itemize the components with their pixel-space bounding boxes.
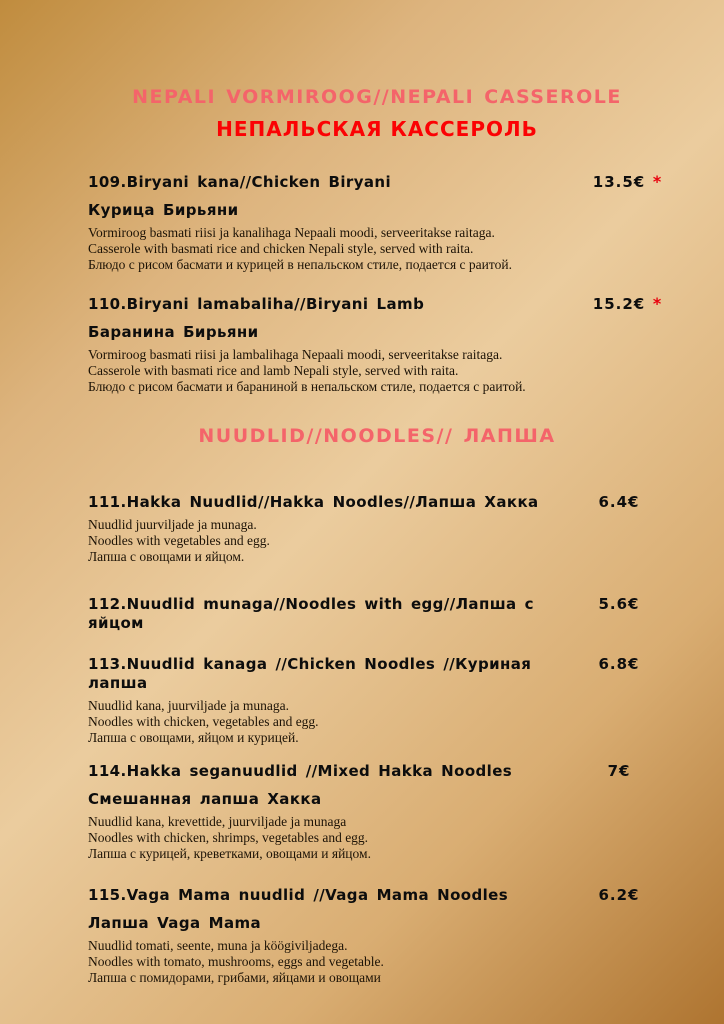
item-descriptions <box>88 225 666 273</box>
menu-item <box>88 595 666 633</box>
item-price: 7€ <box>607 762 631 780</box>
item-title: 115.Vaga Mama nuudlid //Vaga Mama Noodles <box>88 886 509 904</box>
item-desc-english: Noodles with chicken, shrimps, vegetables and egg. <box>88 830 369 845</box>
item-descriptions <box>88 698 666 746</box>
menu-item <box>88 762 666 862</box>
item-title: 111.Hakka Nuudlid//Hakka Noodles//Лапша Хакка <box>88 493 539 511</box>
item-desc-russian: Блюдо с рисом басмати и бараниной в непальском стиле, подается с раитой. <box>88 379 526 394</box>
menu-item <box>88 886 666 986</box>
item-price: 6.4€ <box>598 493 640 511</box>
menu-item <box>88 172 666 273</box>
casserole-section-heading <box>88 84 666 142</box>
item-price: 15.2€ <box>592 295 646 313</box>
section-heading-trilingual: NUUDLID//NOODLES// ЛАПША <box>198 425 556 447</box>
item-price: 6.8€ <box>598 655 640 673</box>
item-desc-russian: Лапша с овощами, яйцом и курицей. <box>88 730 299 745</box>
item-desc-estonian: Nuudlid kana, juurviljade ja munaga. <box>88 698 289 713</box>
item-descriptions <box>88 938 666 986</box>
item-descriptions <box>88 347 666 395</box>
item-header <box>88 762 666 781</box>
item-header <box>88 886 666 905</box>
item-descriptions <box>88 814 666 862</box>
noodles-section-heading <box>88 423 666 449</box>
item-title: 114.Hakka seganuudlid //Mixed Hakka Noodles <box>88 762 513 780</box>
item-header <box>88 294 666 314</box>
item-desc-english: Noodles with vegetables and egg. <box>88 533 270 548</box>
item-desc-estonian: Vormiroog basmati riisi ja lambalihaga Nepaali moodi, serveeritakse raitaga. <box>88 347 503 362</box>
section-heading-latin: NEPALI VORMIROOG//NEPALI CASSEROLE <box>132 86 622 108</box>
item-desc-russian: Блюдо с рисом басмати и курицей в непальском стиле, подается с раитой. <box>88 257 512 272</box>
item-title: 109.Biryani kana//Chicken Biryani <box>88 173 392 191</box>
section-heading-russian: НЕПАЛЬСКАЯ КАССЕРОЛЬ <box>216 117 538 141</box>
special-asterisk: * <box>652 172 662 191</box>
casserole-items <box>88 172 666 395</box>
item-desc-russian: Лапша с помидорами, грибами, яйцами и овощами <box>88 970 381 985</box>
item-desc-russian: Лапша с курицей, креветками, овощами и яйцом. <box>88 846 371 861</box>
item-title: 110.Biryani lamabaliha//Biryani Lamb <box>88 295 425 313</box>
menu-item <box>88 493 666 565</box>
noodles-items <box>88 493 666 986</box>
item-desc-estonian: Nuudlid tomati, seente, muna ja köögiviljadega. <box>88 938 348 953</box>
item-price: 13.5€ <box>592 173 646 191</box>
item-header <box>88 595 666 633</box>
item-descriptions <box>88 517 666 565</box>
item-price: 6.2€ <box>598 886 640 904</box>
item-subtitle-russian: Баранина Бирьяни <box>88 323 259 341</box>
item-subtitle-russian: Курица Бирьяни <box>88 201 239 219</box>
item-desc-english: Noodles with chicken, vegetables and egg. <box>88 714 319 729</box>
item-desc-estonian: Nuudlid kana, krevettide, juurviljade ja munaga <box>88 814 347 829</box>
item-subtitle-russian: Лапша Vaga Mama <box>88 914 262 932</box>
menu-item <box>88 294 666 395</box>
item-desc-english: Noodles with tomato, mushrooms, eggs and vegetable. <box>88 954 384 969</box>
special-asterisk: * <box>652 294 662 313</box>
item-desc-estonian: Vormiroog basmati riisi ja kanalihaga Nepaali moodi, serveeritakse raitaga. <box>88 225 495 240</box>
item-title: 113.Nuudlid kanaga //Chicken Noodles //Куриная лапша <box>88 655 532 692</box>
item-desc-estonian: Nuudlid juurviljade ja munaga. <box>88 517 257 532</box>
item-header <box>88 493 666 512</box>
item-desc-russian: Лапша с овощами и яйцом. <box>88 549 245 564</box>
item-subtitle-russian: Смешанная лапша Хакка <box>88 790 322 808</box>
item-price: 5.6€ <box>598 595 640 613</box>
item-desc-english: Casserole with basmati rice and chicken Nepali style, served with raita. <box>88 241 474 256</box>
item-title: 112.Nuudlid munaga//Noodles with egg//Лапша с яйцом <box>88 595 534 632</box>
item-desc-english: Casserole with basmati rice and lamb Nepali style, served with raita. <box>88 363 459 378</box>
item-header <box>88 655 666 693</box>
item-header <box>88 172 666 192</box>
menu-item <box>88 655 666 746</box>
